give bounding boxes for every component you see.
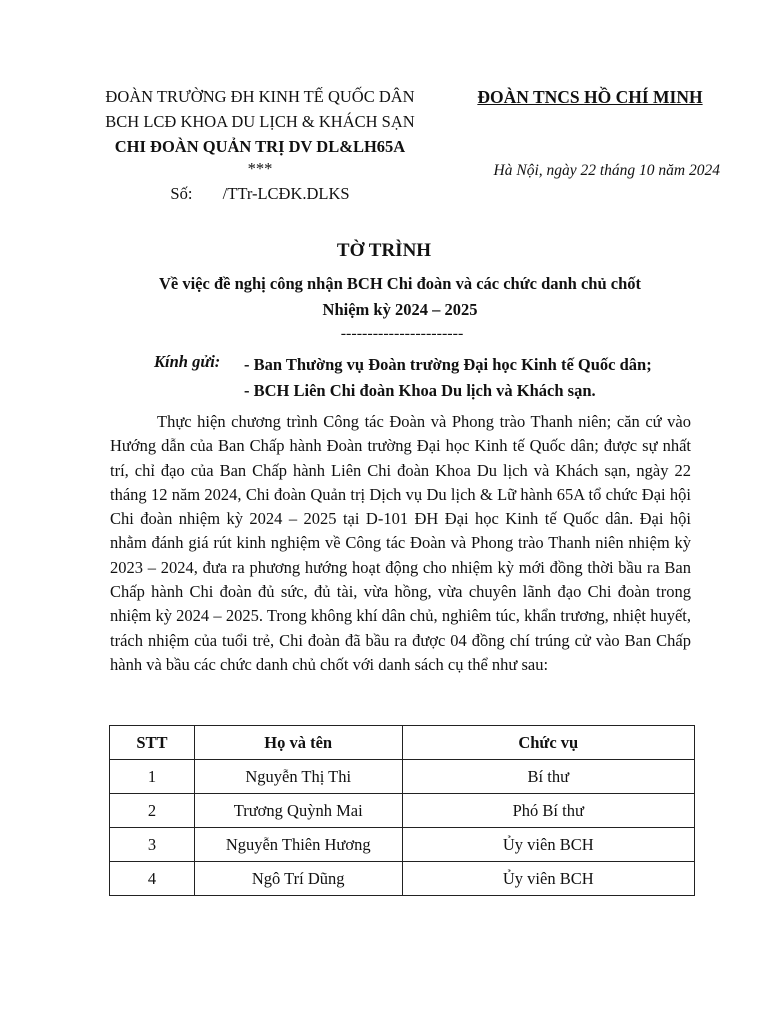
document-number-label: Số: [170,184,193,203]
members-table [109,725,695,896]
cell-name: Ngô Trí Dũng [194,862,402,896]
subtitle-line-1: Về việc đề nghị công nhận BCH Chi đoàn và các chức danh chủ chốt [158,274,642,293]
cell-name: Nguyễn Thị Thi [194,760,402,794]
recipient-1: - Ban Thường vụ Đoàn trường Đại học Kinh tế Quốc dân; [244,355,652,374]
subtitle-line-2: Nhiệm kỳ 2024 – 2025 [322,300,478,319]
header-name: Họ và tên [194,726,402,760]
table-header-row [110,726,695,760]
stars-separator: *** [247,159,273,178]
table-row [110,862,695,896]
cell-stt: 3 [110,828,195,862]
cell-position: Bí thư [402,760,694,794]
faculty-union-name: BCH LCĐ KHOA DU LỊCH & KHÁCH SẠN [105,112,415,131]
header-position: Chức vụ [402,726,694,760]
cell-name: Trương Quỳnh Mai [194,794,402,828]
cell-position: Ủy viên BCH [402,862,694,896]
cell-position: Phó Bí thư [402,794,694,828]
kinh-gui-label: Kính gửi: [154,352,221,371]
recipient-2: - BCH Liên Chi đoàn Khoa Du lịch và Khách sạn. [244,381,596,400]
cell-stt: 1 [110,760,195,794]
cell-name: Nguyễn Thiên Hương [194,828,402,862]
cell-stt: 2 [110,794,195,828]
body-paragraph: Thực hiện chương trình Công tác Đoàn và Phong trào Thanh niên; căn cứ vào Hướng dẫn của Ban Chấp hành Đoàn trường Đại học Kinh tế Quốc dân; được sự nhất trí, chỉ đạo của Ban Chấp hành Liên Chi đoàn Khoa Du lịch và Khách sạn, ngày 22 tháng 12 năm 2024, Chi đoàn Quản trị Dịch vụ Du lịch & Lữ hành 65A tổ chức Đại hội Chi đoàn nhiệm kỳ 2024 – 2025 tại D-101 ĐH Đại học Kinh tế Quốc dân. Đại hội nhằm đánh giá rút kinh nghiệm về Công tác Đoàn và Phong trào Thanh niên nhiệm kỳ 2023 – 2024, đưa ra phương hướng hoạt động cho nhiệm kỳ mới đồng thời bầu ra Ban Chấp hành Chi đoàn đủ sức, đủ tài, vừa hồng, vừa chuyên lãnh đạo Chi đoàn trong nhiệm kỳ 2024 – 2025. Trong không khí dân chủ, nghiêm túc, khẩn trương, nhiệt huyết, trách nhiệm của tuổi trẻ, Chi đoàn đã bầu ra được 04 đồng chí trúng cử vào Ban Chấp hành và bầu các chức danh chủ chốt với danh sách cụ thể như sau: [110,412,691,674]
school-union-name: ĐOÀN TRƯỜNG ĐH KINH TẾ QUỐC DÂN [105,87,415,106]
date-line: Hà Nội, ngày 22 tháng 10 năm 2024 [493,162,720,179]
recipients [244,352,652,404]
document-number [80,181,440,206]
table-row [110,794,695,828]
document-number-value: /TTr-LCĐK.DLKS [222,184,350,203]
header-right [452,84,728,110]
header-stt: STT [110,726,195,760]
table-row [110,828,695,862]
cell-position: Ủy viên BCH [402,828,694,862]
organization-title: ĐOÀN TNCS HỒ CHÍ MINH [477,87,703,107]
document-title: TỜ TRÌNH [336,240,432,261]
header-left [80,84,440,206]
title-separator: ----------------------- [340,325,464,342]
table-row [110,760,695,794]
branch-name: CHI ĐOÀN QUẢN TRỊ DV DL&LH65A [114,137,406,156]
document-subtitle [100,271,700,323]
cell-stt: 4 [110,862,195,896]
